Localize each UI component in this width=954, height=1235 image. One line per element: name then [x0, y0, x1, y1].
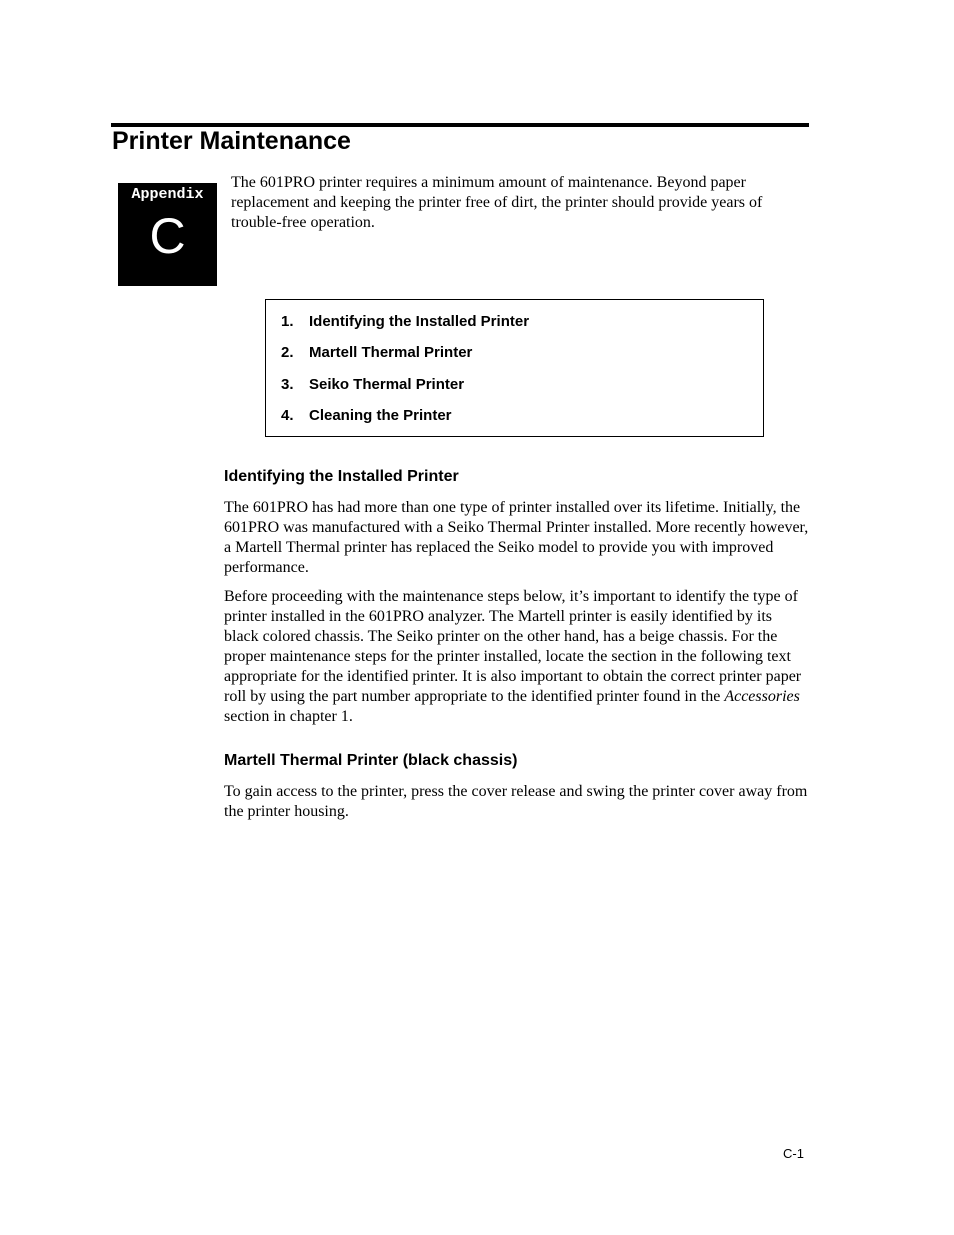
- section-heading-identifying: Identifying the Installed Printer: [224, 468, 459, 485]
- section-martell-paragraph-1: To gain access to the printer, press the cover release and swing the printer cover away from the printer housing.: [224, 783, 808, 820]
- contents-item: [281, 375, 464, 395]
- contents-item-number: 2.: [281, 344, 294, 361]
- page-number: C-1: [783, 1146, 804, 1161]
- contents-box: [265, 299, 764, 437]
- contents-item-number: 3.: [281, 376, 294, 393]
- paragraph-text: Before proceeding with the maintenance steps below, it’s important to identify the type of printer installed in the 601PRO analyzer. The Martell printer is easily identified by its black colored chassis. The Seiko printer on the other hand, has a beige chassis. For the proper maintenance steps for the printer installed, locate the section in the following text appropriate for the identified printer. It is also important to obtain the correct printer paper roll by using the part number appropriate to the identified printer found in the: [224, 588, 802, 705]
- paragraph-text: section in chapter 1.: [224, 708, 353, 725]
- contents-item-label: Cleaning the Printer: [309, 407, 452, 424]
- accessories-reference: Accessories: [724, 688, 800, 705]
- appendix-letter: C: [149, 208, 186, 264]
- section-identifying-paragraph-2: [224, 587, 810, 727]
- contents-item-label: Martell Thermal Printer: [309, 344, 473, 361]
- contents-item-number: 1.: [281, 313, 294, 330]
- section-heading-martell: Martell Thermal Printer (black chassis): [224, 752, 518, 769]
- page-title: Printer Maintenance: [112, 127, 351, 155]
- intro-paragraph: The 601PRO printer requires a minimum amount of maintenance. Beyond paper replacement and keeping the printer free of dirt, the printer should provide years of trouble-free operation.: [231, 174, 763, 231]
- appendix-badge: [118, 183, 217, 286]
- contents-item-label: Identifying the Installed Printer: [309, 313, 530, 330]
- contents-item-label: Seiko Thermal Printer: [309, 376, 465, 393]
- section-identifying-paragraph-1: The 601PRO has had more than one type of printer installed over its lifetime. Initially, the 601PRO was manufactured with a Seiko Thermal Printer installed. More recently however, a Martell Thermal printer has replaced the Seiko model to provide you with improved performance.: [224, 499, 809, 576]
- contents-item: [281, 406, 452, 426]
- contents-item: [281, 312, 529, 332]
- contents-item: [281, 343, 472, 363]
- contents-item-number: 4.: [281, 407, 294, 424]
- appendix-label: Appendix: [131, 186, 204, 203]
